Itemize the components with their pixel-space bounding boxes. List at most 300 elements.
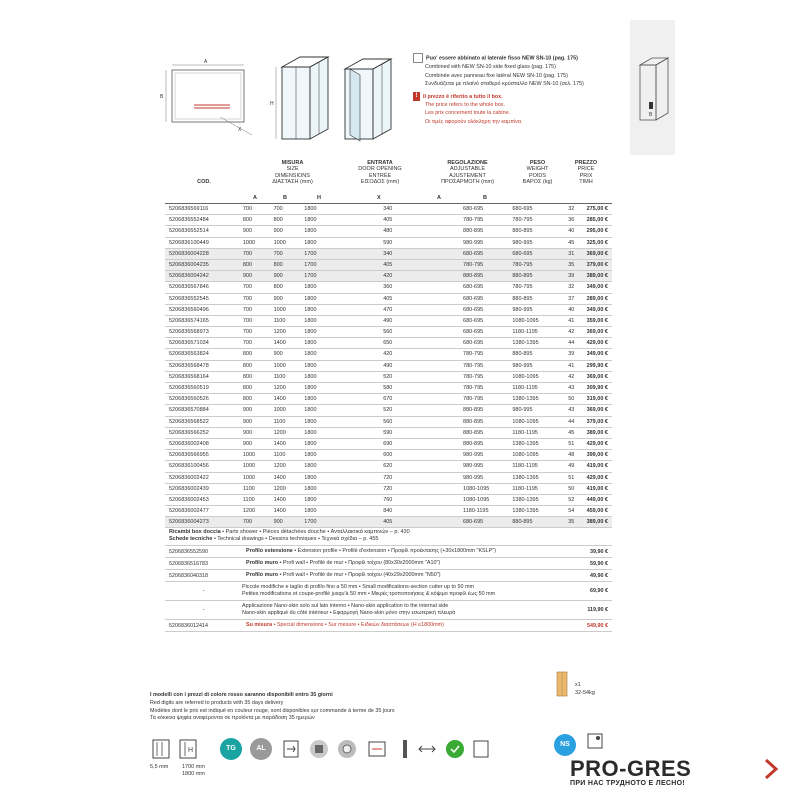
cell-rb: 980-995 xyxy=(512,306,533,313)
subheader-reg-a: A xyxy=(437,195,441,201)
cell-rb: 880-895 xyxy=(512,228,533,235)
cell-w: 42 xyxy=(568,329,575,336)
price-table xyxy=(165,160,612,632)
cell-a: 700 xyxy=(242,519,253,526)
subheader-h: H xyxy=(317,195,321,201)
cell-rb: 1080-1095 xyxy=(512,317,539,324)
cell-w: 48 xyxy=(568,452,575,459)
cell-ra: 980-995 xyxy=(463,452,484,459)
cell-x: 480 xyxy=(383,228,393,235)
custom-size-row xyxy=(165,620,612,632)
cell-ra: 1080-1095 xyxy=(463,485,490,492)
cell-rb: 1380-1395 xyxy=(512,396,539,403)
cell-a: 800 xyxy=(242,396,253,403)
shower-box-closed-drawing xyxy=(270,57,328,139)
cell-p: 389,00 € xyxy=(586,519,608,526)
accessory-price: 39,90 € xyxy=(590,548,608,555)
accessory-cod: 5206836552590 xyxy=(169,548,208,555)
cell-p: 369,00 € xyxy=(586,407,608,414)
product-drawings xyxy=(160,55,415,155)
table-row xyxy=(165,372,612,383)
package-icon xyxy=(555,670,573,698)
cell-p: 349,00 € xyxy=(586,306,608,313)
cell-rb: 680-695 xyxy=(512,206,533,212)
cell-b: 1400 xyxy=(273,474,286,481)
subheader-b: B xyxy=(283,195,287,201)
cell-ra: 880-895 xyxy=(463,228,484,235)
cell-h: 1800 xyxy=(304,452,317,459)
service-row xyxy=(165,582,612,601)
cell-w: 44 xyxy=(568,340,575,347)
subheader-a: A xyxy=(253,195,257,201)
cell-b: 1200 xyxy=(273,429,286,436)
warning-icon: ! xyxy=(413,92,420,101)
custom-desc: Su misura • Special dimensions • Sur mesure • Ειδικών διαστάσεων (H ≤1800mm) xyxy=(246,622,444,629)
combine-note-fr: Combinée avec panneau fixe latéral NEW SN-10 (pag. 175) xyxy=(425,72,568,79)
accessory-desc: Profilo muro • Profi wall • Profilé de mur • Προφίλ τοίχου (80x30x2000mm "A10") xyxy=(246,560,441,567)
cell-x: 560 xyxy=(383,329,393,336)
handle-icon xyxy=(394,738,416,760)
cell-a: 800 xyxy=(242,351,253,358)
table-body xyxy=(165,204,612,528)
cell-w: 50 xyxy=(568,396,575,403)
height-1700: 1700 mm xyxy=(182,764,205,770)
cell-ra: 780-795 xyxy=(463,385,484,391)
cell-a: 800 xyxy=(242,362,253,369)
cell-w: 36 xyxy=(568,217,575,224)
cell-ra: 680-695 xyxy=(463,340,484,347)
cell-w: 43 xyxy=(568,385,575,391)
cell-b: 1000 xyxy=(273,239,286,246)
price-note-gr: Οι τιμές αφορούν ολόκληρη την καμπίνα. xyxy=(425,118,523,125)
service-cod: - xyxy=(202,588,205,595)
cell-a: 800 xyxy=(242,217,253,224)
cell-cod: 5206836567846 xyxy=(169,284,209,291)
kit-info xyxy=(555,670,595,700)
cell-w: 31 xyxy=(568,250,575,257)
cell-b: 700 xyxy=(273,206,283,212)
cell-x: 405 xyxy=(383,217,393,224)
cell-b: 1400 xyxy=(273,496,286,503)
cell-w: 40 xyxy=(568,228,575,235)
custom-cod: 5206836012414 xyxy=(169,622,208,629)
cell-rb: 1080-1095 xyxy=(512,452,539,459)
table-row xyxy=(165,405,612,416)
cell-ra: 680-695 xyxy=(463,250,484,257)
cell-x: 720 xyxy=(383,485,393,492)
cell-w: 54 xyxy=(568,508,575,515)
cell-h: 1800 xyxy=(304,284,317,291)
cell-x: 405 xyxy=(383,261,393,268)
cell-h: 1800 xyxy=(304,418,317,425)
shower-box-open-drawing xyxy=(345,59,391,141)
cell-a: 700 xyxy=(242,250,253,257)
cell-a: 900 xyxy=(242,418,253,425)
notes-block xyxy=(413,53,643,126)
cell-cod: 5206836002477 xyxy=(169,508,209,515)
adjustable-icon xyxy=(416,738,438,760)
cell-x: 650 xyxy=(383,340,393,347)
delivery-note-gr: Τα κόκκινα ψηφία αναφέρονται σε προϊόντα με παράδοση 35 ημερών xyxy=(150,715,315,722)
cell-a: 700 xyxy=(242,340,253,347)
header-regolazione: REGOLAZIONE ADJUSTABLE AJUSTEMENT ΠΡΟΣΑΡΜΟΓΗ (mm) xyxy=(441,160,494,185)
table-row xyxy=(165,417,612,428)
cell-h: 1800 xyxy=(304,340,317,347)
cell-b: 1000 xyxy=(273,306,286,313)
cell-cod: 5206836568164 xyxy=(169,373,209,380)
cell-ra: 780-795 xyxy=(463,396,484,403)
cell-a: 700 xyxy=(242,329,253,336)
cell-h: 1800 xyxy=(304,463,317,470)
cell-ra: 680-695 xyxy=(463,284,484,291)
cell-b: 800 xyxy=(273,217,283,224)
table-row xyxy=(165,506,612,517)
service-cod: - xyxy=(202,607,205,614)
cell-cod: 5206836560526 xyxy=(169,396,209,403)
cell-x: 580 xyxy=(383,385,393,391)
cell-a: 1000 xyxy=(242,463,256,470)
cell-p: 379,00 € xyxy=(586,261,608,268)
cell-x: 620 xyxy=(383,463,393,470)
cell-h: 1800 xyxy=(304,306,317,313)
cell-x: 840 xyxy=(383,508,393,515)
subheader-reg-b: B xyxy=(483,195,487,201)
accessory-cod: 5206836516783 xyxy=(169,560,208,567)
cell-x: 490 xyxy=(383,317,393,324)
nano-skin-icon: NS xyxy=(554,734,576,756)
price-note-en: The price refers to the whole box. xyxy=(425,101,506,108)
cell-ra: 1080-1095 xyxy=(463,496,490,503)
cell-ra: 780-795 xyxy=(463,261,484,268)
service-desc: Applicazione Nano-skin solo sul lato interno • Nano-skin application to the internal side Nano-skin appliqué du côté intérieur • Εφαρμογή Nano-skin μόνο στην εσωτερική πλευρά xyxy=(242,603,456,617)
cell-b: 900 xyxy=(273,228,283,235)
cell-a: 700 xyxy=(242,317,253,324)
accessory-price: 59,90 € xyxy=(590,560,608,567)
cell-rb: 1380-1395 xyxy=(512,440,539,447)
cell-w: 52 xyxy=(568,496,575,503)
cell-x: 590 xyxy=(383,429,393,436)
cell-rb: 880-895 xyxy=(512,351,533,358)
brand-tagline: ПРИ НАС ТРУДНОТО Е ЛЕСНО! xyxy=(570,780,686,787)
table-row xyxy=(165,316,612,327)
service-desc: Piccole modifiche e taglio di profilo fino a 50 mm • Small modifications-section cutter up to 50 mm Petites modifications et coupe-profilé jusqu'à 50 mm • Μικρές τροποποιήσεις & κόψιμο προφίλ έως 50 mm xyxy=(242,584,496,598)
table-row xyxy=(165,249,612,260)
cell-a: 1200 xyxy=(242,508,256,515)
cell-rb: 780-795 xyxy=(512,284,533,291)
cell-a: 700 xyxy=(242,284,253,291)
floor-plan-drawing xyxy=(160,59,252,135)
cell-cod: 5206836566252 xyxy=(169,429,209,436)
cell-b: 900 xyxy=(273,295,283,302)
cell-w: 41 xyxy=(568,362,575,369)
cell-x: 405 xyxy=(383,295,393,302)
header-peso: PESO WEIGHT POIDS ΒΑΡΟΣ (kg) xyxy=(522,160,553,185)
table-row xyxy=(165,484,612,495)
cell-b: 1100 xyxy=(273,452,286,459)
cell-a: 1000 xyxy=(242,452,256,459)
cell-b: 700 xyxy=(273,250,283,257)
cell-ra: 680-695 xyxy=(463,295,484,302)
cell-p: 429,00 € xyxy=(586,340,608,347)
height-icon xyxy=(177,738,199,760)
cell-b: 900 xyxy=(273,519,283,526)
cell-w: 50 xyxy=(568,485,575,492)
cell-cod: 5206836563824 xyxy=(169,351,209,358)
table-header xyxy=(165,160,612,204)
cell-rb: 1180-1195 xyxy=(512,485,538,492)
cell-cod: 5206836568973 xyxy=(169,329,209,336)
cell-ra: 680-695 xyxy=(463,306,484,313)
table-row xyxy=(165,495,612,506)
cell-a: 900 xyxy=(242,429,253,436)
label-x: X xyxy=(238,127,242,133)
aluminium-icon: AL xyxy=(250,738,272,760)
cell-p: 275,00 € xyxy=(586,206,608,212)
roller-icon xyxy=(336,738,358,760)
cell-h: 1700 xyxy=(304,250,317,257)
price-note-it: ! Il prezzo è riferito a tutto il box. xyxy=(413,92,643,101)
cell-h: 1800 xyxy=(304,317,317,324)
cell-b: 1200 xyxy=(273,385,286,391)
cell-ra: 780-795 xyxy=(463,217,484,224)
cell-p: 325,00 € xyxy=(586,239,608,246)
cell-ra: 880-895 xyxy=(463,407,484,414)
cell-ra: 680-695 xyxy=(463,519,484,526)
cell-cod: 5206836100456 xyxy=(169,463,209,470)
cell-ra: 980-995 xyxy=(463,474,484,481)
cell-w: 35 xyxy=(568,519,575,526)
table-row xyxy=(165,282,612,293)
cell-x: 600 xyxy=(383,452,393,459)
table-row xyxy=(165,450,612,461)
cell-p: 319,00 € xyxy=(586,396,608,403)
header-entrata: ENTRATA DOOR OPENING ENTRÉE ΕΙΣΟΔΟΣ (mm) xyxy=(358,160,402,185)
cell-h: 1800 xyxy=(304,362,317,369)
cell-p: 419,00 € xyxy=(586,485,608,492)
cell-cod: 5206836574165 xyxy=(169,317,209,324)
cell-x: 690 xyxy=(383,440,393,447)
cell-rb: 1380-1395 xyxy=(512,496,539,503)
cell-rb: 780-795 xyxy=(512,217,533,224)
cell-a: 900 xyxy=(242,228,253,235)
accessory-row xyxy=(165,570,612,582)
cell-cod: 5206836570884 xyxy=(169,407,209,414)
cell-a: 800 xyxy=(242,373,253,380)
accessory-row xyxy=(165,546,612,558)
cell-rb: 1080-1095 xyxy=(512,373,539,380)
table-row xyxy=(165,439,612,450)
table-row xyxy=(165,517,612,528)
cell-cod: 5206836002408 xyxy=(169,440,209,447)
cell-cod: 5206836552484 xyxy=(169,217,209,224)
cell-w: 49 xyxy=(568,463,575,470)
cell-cod: 5206836568522 xyxy=(169,418,209,425)
reversible-icon xyxy=(280,738,302,760)
cell-ra: 980-995 xyxy=(463,463,484,470)
cell-cod: 5206836004273 xyxy=(169,519,209,526)
cell-b: 1000 xyxy=(273,407,286,414)
cell-p: 419,00 € xyxy=(586,463,608,470)
cell-b: 1400 xyxy=(273,440,286,447)
cell-p: 429,00 € xyxy=(586,440,608,447)
cell-x: 420 xyxy=(383,273,393,280)
height-1800: 1800 mm xyxy=(182,771,205,777)
cell-rb: 780-795 xyxy=(512,261,533,268)
spares-info xyxy=(165,528,612,546)
table-row xyxy=(165,383,612,394)
cell-w: 40 xyxy=(568,306,575,313)
combine-note-it: Puo' essere abbinato al laterale fisso NEW SN-10 (pag. 175) xyxy=(413,53,643,63)
cell-w: 45 xyxy=(568,239,575,246)
cell-h: 1800 xyxy=(304,295,317,302)
cell-ra: 880-895 xyxy=(463,440,484,447)
cell-p: 389,00 € xyxy=(586,429,608,436)
tempered-glass-icon: TG xyxy=(220,738,242,760)
cell-rb: 980-995 xyxy=(512,407,533,414)
cell-h: 1800 xyxy=(304,239,317,246)
cell-w: 42 xyxy=(568,373,575,380)
cell-w: 44 xyxy=(568,418,575,425)
cell-a: 700 xyxy=(242,206,253,212)
cell-cod: 5206836560519 xyxy=(169,385,209,391)
cell-a: 800 xyxy=(242,385,253,391)
cleaning-icon xyxy=(584,730,606,752)
cell-b: 800 xyxy=(273,261,283,268)
cell-b: 1100 xyxy=(273,317,286,324)
custom-price: 549,90 € xyxy=(587,622,608,629)
cell-cod: 5206836002439 xyxy=(169,485,209,492)
cell-rb: 880-895 xyxy=(512,273,533,280)
cell-h: 1800 xyxy=(304,396,317,403)
table-row xyxy=(165,204,612,215)
service-price: 69,90 € xyxy=(590,588,608,595)
table-row xyxy=(165,473,612,484)
table-row xyxy=(165,215,612,226)
cell-ra: 680-695 xyxy=(463,317,484,324)
header-misura: MISURA SIZE DIMENSIONS ΔΙΑΣΤΑΣΗ (mm) xyxy=(272,160,313,185)
cell-cod: 5206836552545 xyxy=(169,295,209,302)
cell-x: 590 xyxy=(383,239,393,246)
cell-x: 520 xyxy=(383,373,393,380)
glass-thickness: 5,5 mm xyxy=(150,764,169,770)
cell-w: 41 xyxy=(568,317,575,324)
cell-rb: 980-995 xyxy=(512,239,533,246)
cell-a: 1000 xyxy=(242,239,256,246)
cell-p: 449,00 € xyxy=(586,496,608,503)
table-row xyxy=(165,338,612,349)
cell-rb: 680-695 xyxy=(512,250,533,257)
cell-p: 369,00 € xyxy=(586,373,608,380)
table-row xyxy=(165,271,612,282)
cell-a: 1100 xyxy=(242,496,255,503)
cell-cod: 5206836004228 xyxy=(169,250,209,257)
cell-h: 1800 xyxy=(304,407,317,414)
cell-a: 900 xyxy=(242,273,253,280)
height-values xyxy=(182,764,205,778)
cell-p: 459,00 € xyxy=(586,508,608,515)
cell-p: 299,90 € xyxy=(586,362,608,369)
accessory-desc: Profilo muro • Profi wall • Profilé de mur • Προφίλ τοίχου (40x29x2000mm "N50") xyxy=(246,572,441,579)
door-opening-icon xyxy=(366,738,388,760)
delivery-note-en: Red digits are referred to products with 35 days delivery xyxy=(150,699,284,706)
cell-h: 1800 xyxy=(304,385,317,391)
cell-p: 369,00 € xyxy=(586,250,608,257)
feature-icons xyxy=(150,738,600,783)
cell-p: 349,00 € xyxy=(586,351,608,358)
cell-ra: 680-695 xyxy=(463,206,484,212)
table-row xyxy=(165,260,612,271)
cell-ra: 780-795 xyxy=(463,362,484,369)
cell-rb: 1380-1395 xyxy=(512,474,539,481)
cell-cod: 5206836566955 xyxy=(169,452,209,459)
subheader-x: X xyxy=(377,195,381,201)
cell-a: 1100 xyxy=(242,485,255,492)
glass-thickness-icon xyxy=(150,738,172,760)
cell-ra: 880-895 xyxy=(463,418,484,425)
cell-x: 490 xyxy=(383,362,393,369)
cell-w: 45 xyxy=(568,429,575,436)
table-row xyxy=(165,394,612,405)
cell-ra: 1180-1195 xyxy=(463,508,489,515)
cell-b: 900 xyxy=(273,273,283,280)
cell-cod: 5206836571034 xyxy=(169,340,209,347)
accessory-price: 49,90 € xyxy=(590,572,608,579)
cell-cod: 5206836002422 xyxy=(169,474,209,481)
label-b: B xyxy=(160,94,164,100)
cell-x: 405 xyxy=(383,519,393,526)
kit-weight: 32-54kg xyxy=(575,690,595,696)
cell-cod: 5206836568478 xyxy=(169,362,209,369)
brand-name: PRO-GRES xyxy=(570,756,692,781)
cell-h: 1800 xyxy=(304,217,317,224)
cell-w: 32 xyxy=(568,284,575,291)
cell-rb: 880-895 xyxy=(512,519,533,526)
brand-chevron-icon xyxy=(762,758,782,780)
table-row xyxy=(165,461,612,472)
cell-a: 900 xyxy=(242,440,253,447)
combine-note-gr: Συνδυάζεται με πλαϊνό σταθερό κρύσταλλο NEW SN-10 (σελ. 175) xyxy=(425,81,584,87)
cell-cod: 5206836560496 xyxy=(169,306,209,313)
label-a: A xyxy=(204,59,208,65)
cell-h: 1700 xyxy=(304,519,317,526)
warranty-icon xyxy=(444,738,466,760)
cell-rb: 1380-1395 xyxy=(512,340,539,347)
cell-a: 700 xyxy=(242,306,253,313)
cell-rb: 1180-1195 xyxy=(512,329,538,336)
label-h: H xyxy=(270,101,274,107)
table-row xyxy=(165,305,612,316)
accessory-row xyxy=(165,558,612,570)
cell-w: 37 xyxy=(568,295,575,302)
cell-cod: 5206836100449 xyxy=(169,239,209,246)
combine-note-en: Combined with NEW SN-10 side fixed glass (pag. 175) xyxy=(425,64,556,70)
cell-b: 1200 xyxy=(273,463,286,470)
cell-p: 285,00 € xyxy=(586,217,608,224)
cell-p: 429,00 € xyxy=(586,474,608,481)
cell-a: 900 xyxy=(242,407,253,414)
cell-w: 51 xyxy=(568,440,575,447)
product-thumbnail xyxy=(630,20,675,155)
cell-b: 1400 xyxy=(273,396,286,403)
cell-ra: 980-995 xyxy=(463,239,484,246)
cell-h: 1700 xyxy=(304,273,317,280)
cell-p: 349,00 € xyxy=(586,284,608,291)
cell-p: 289,00 € xyxy=(586,295,608,302)
cell-h: 1700 xyxy=(304,261,317,268)
cell-ra: 880-895 xyxy=(463,273,484,280)
cell-p: 359,00 € xyxy=(586,317,608,324)
header-prezzo: PREZZO PRICE PRIX ΤΙΜΗ xyxy=(574,160,598,185)
